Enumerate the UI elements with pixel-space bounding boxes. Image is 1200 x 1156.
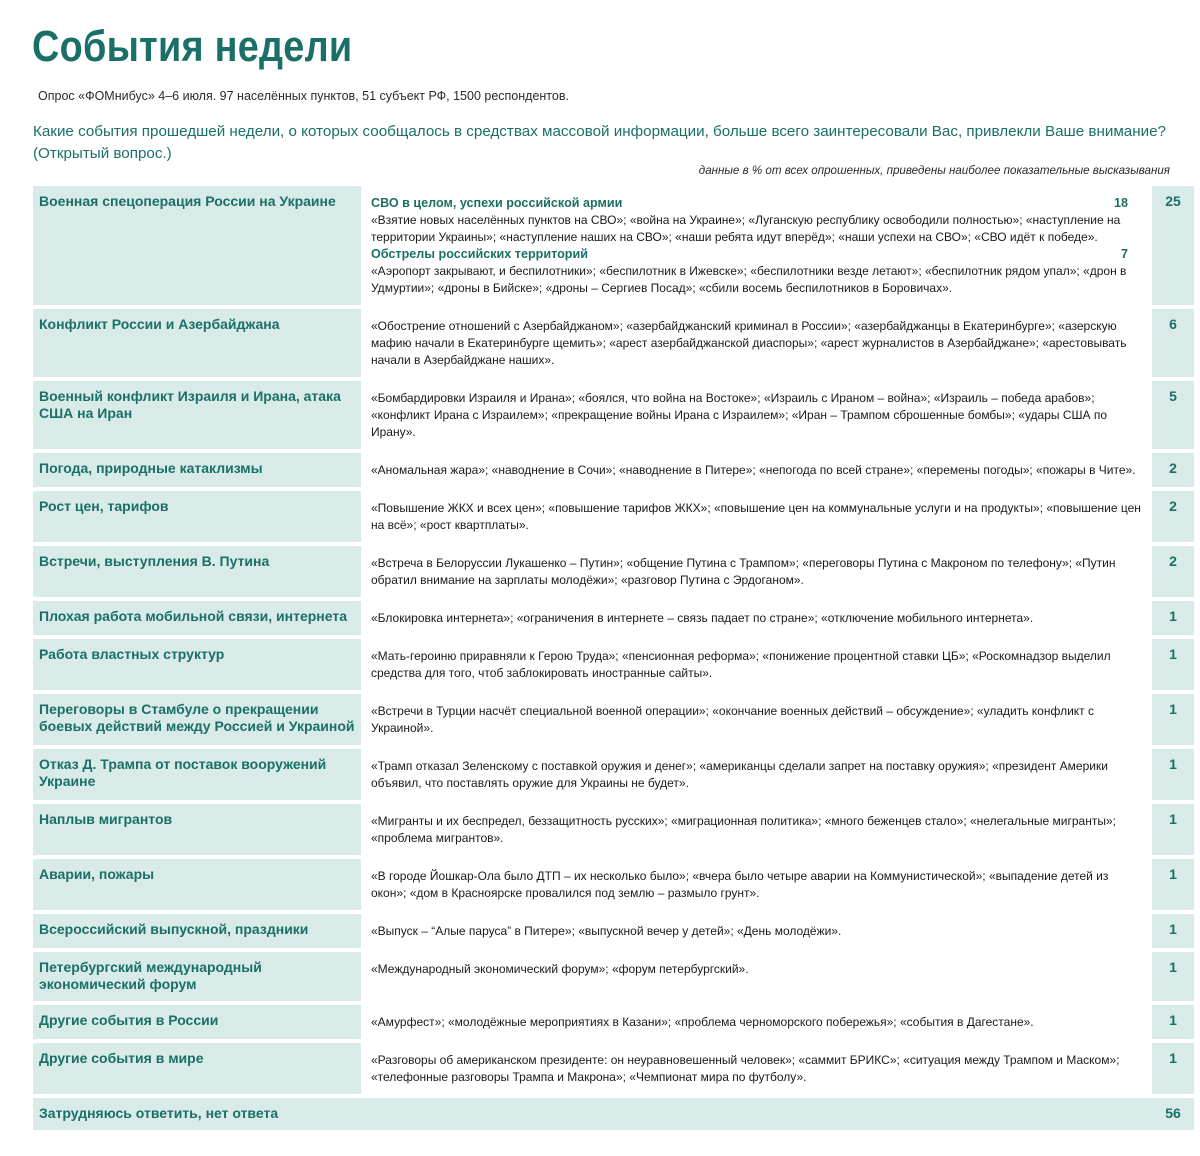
table-row [33, 694, 1194, 749]
subgroup-value: 7 [1120, 247, 1128, 261]
subgroup-header [371, 195, 1142, 212]
row-quotes: «Обострение отношений с Азербайджаном»; «азербайджанский криминал в России»; «азербайджанцы в Екатеринбурге»; «азерскую мафию начали в Екатеринбурге щемить»; «арест азербайджанской диаспоры»; «арест журналистов в Азербайджане»; «арестовывать начали в Азербайджане наших». [365, 309, 1152, 381]
row-percent: 1 [1152, 859, 1194, 914]
row-topic: Другие события в России [33, 1005, 365, 1043]
subgroup-quotes: «Аэропорт закрывают, и беспилотники»; «беспилотник в Ижевске»; «беспилотники везде летают»; «беспилотник рядом упал»; «дрон в Удмуртии»; «дроны в Бийске»; «дроны – Сергиев Посад»; «сбили восемь беспилотников в Боровичах». [371, 264, 1127, 295]
row-quotes: «Мигранты и их беспредел, беззащитность русских»; «миграционная политика»; «много беженцев стало»; «нелегальные мигранты»; «проблема мигрантов». [365, 804, 1152, 859]
row-percent: 1 [1152, 952, 1194, 1005]
row-percent: 2 [1152, 546, 1194, 601]
row-percent: 1 [1152, 601, 1194, 639]
table-row [33, 952, 1194, 1005]
results-table [33, 186, 1194, 1134]
row-topic: Военный конфликт Израиля и Ирана, атака США на Иран [33, 381, 365, 453]
table-row [33, 1005, 1194, 1043]
row-quotes: «Международный экономический форум»; «форум петербургский». [365, 952, 1152, 1005]
row-percent: 1 [1152, 804, 1194, 859]
row-quotes: «Амурфест»; «молодёжные мероприятиях в Казани»; «проблема черноморского побережья»; «события в Дагестане». [365, 1005, 1152, 1043]
row-topic: Отказ Д. Трампа от поставок вооружений Украине [33, 749, 365, 804]
subgroup-title: СВО в целом, успехи российской армии [371, 196, 623, 210]
row-quotes: «Разговоры об американском президенте: он неуравновешенный человек»; «саммит БРИКС»; «ситуация между Трампом и Маском»; «телефонные разговоры Трампа и Макрона»; «Чемпионат мира по футболу». [365, 1043, 1152, 1098]
row-quotes: «Блокировка интернета»; «ограничения в интернете – связь падает по стране»; «отключение мобильного интернета». [365, 601, 1152, 639]
data-note: данные в % от всех опрошенных, приведены наиболее показательные высказывания [698, 164, 1170, 177]
survey-question: Какие события прошедшей недели, о которых сообщалось в средствах массовой информации, больше всего заинтересовали Вас, привлекли Ваше внимание? (Открытый вопрос.) [33, 123, 1166, 162]
row-percent: 1 [1152, 749, 1194, 804]
row-percent: 1 [1152, 1005, 1194, 1043]
row-topic: Петербургский международный экономический форум [33, 952, 365, 1005]
table-row [33, 639, 1194, 694]
row-topic: Всероссийский выпускной, праздники [33, 914, 365, 952]
page-title: События недели [32, 22, 353, 71]
row-quotes: «Выпуск – “Алые паруса” в Питере»; «выпускной вечер у детей»; «День молодёжи». [365, 914, 1152, 952]
row-topic: Работа властных структур [33, 639, 365, 694]
row-percent: 1 [1152, 914, 1194, 952]
row-quotes: «Встреча в Белоруссии Лукашенко – Путин»; «общение Путина с Трампом»; «переговоры Путина с Макроном по телефону»; «Путин обратил внимание на зарплаты молодёжи»; «разговор Путина с Эрдоганом». [365, 546, 1152, 601]
row-percent: 1 [1152, 639, 1194, 694]
subgroup-title: Обстрелы российских территорий [371, 247, 588, 261]
row-quotes [365, 186, 1152, 309]
total-label: Затрудняюсь ответить, нет ответа [33, 1098, 1152, 1134]
row-quotes: «Трамп отказал Зеленскому с поставкой оружия и денег»; «американцы сделали запрет на поставку оружия»; «президент Америки объявил, что поставлять оружие для Украины не будет». [365, 749, 1152, 804]
row-percent: 1 [1152, 694, 1194, 749]
row-topic: Наплыв мигрантов [33, 804, 365, 859]
table-row [33, 601, 1194, 639]
table-row [33, 546, 1194, 601]
survey-note: Опрос «ФОМнибус» 4–6 июля. 97 населённых пунктов, 51 субъект РФ, 1500 респондентов. [38, 89, 569, 103]
row-quotes: «Бомбардировки Израиля и Ирана»; «боялся, что война на Востоке»; «Израиль с Ираном – война»; «Израиль – победа арабов»; «конфликт Ирана с Израилем»; «прекращение войны Ирана с Израилем»; «Иран – Трампом сброшенные бомбы»; «удары США по Ирану». [365, 381, 1152, 453]
total-row [33, 1098, 1194, 1134]
row-topic: Конфликт России и Азербайджана [33, 309, 365, 381]
row-topic: Плохая работа мобильной связи, интернета [33, 601, 365, 639]
row-percent: 2 [1152, 453, 1194, 491]
row-percent: 1 [1152, 1043, 1194, 1098]
row-topic: Погода, природные катаклизмы [33, 453, 365, 491]
table-row [33, 914, 1194, 952]
table-row [33, 381, 1194, 453]
subgroup-quotes: «Взятие новых населённых пунктов на СВО»; «война на Украине»; «Луганскую республику освободили полностью»; «наступление на территории Украины»; «наступление наших на СВО»; «наши ребята идут вперёд»; «наши успехи на СВО»; «СВО идёт к победе». [371, 213, 1121, 244]
table-row [33, 1043, 1194, 1098]
row-quotes: «Встречи в Турции насчёт специальной военной операции»; «окончание военных действий – обсуждение»; «уладить конфликт с Украиной». [365, 694, 1152, 749]
row-topic: Переговоры в Стамбуле о прекращении боевых действий между Россией и Украиной [33, 694, 365, 749]
row-percent: 2 [1152, 491, 1194, 546]
table-row [33, 749, 1194, 804]
row-quotes: «Мать-героиню приравняли к Герою Труда»; «пенсионная реформа»; «понижение процентной ставки ЦБ»; «Роскомнадзор выделил средства для того, чтоб заблокировать иностранные сайты». [365, 639, 1152, 694]
row-percent: 6 [1152, 309, 1194, 381]
row-topic: Другие события в мире [33, 1043, 365, 1098]
row-quotes: «Повышение ЖКХ и всех цен»; «повышение тарифов ЖКХ»; «повышение цен на коммунальные услуги и на продукты»; «повышение цен на всё»; «рост квартплаты». [365, 491, 1152, 546]
table-row [33, 859, 1194, 914]
subgroup-header [371, 246, 1142, 263]
subgroup-value: 18 [1113, 196, 1128, 210]
row-quotes: «В городе Йошкар-Ола было ДТП – их несколько было»; «вчера было четыре аварии на Коммунистической»; «выпадение детей из окон»; «дом в Красноярске провалился под землю – размыло грунт». [365, 859, 1152, 914]
table-row [33, 309, 1194, 381]
total-percent: 56 [1152, 1098, 1194, 1134]
row-quotes: «Аномальная жара»; «наводнение в Сочи»; «наводнение в Питере»; «непогода по всей стране»; «перемены погоды»; «пожары в Чите». [365, 453, 1152, 491]
table-row [33, 453, 1194, 491]
table-row [33, 186, 1194, 309]
table-row [33, 804, 1194, 859]
row-topic: Военная спецоперация России на Украине [33, 186, 365, 309]
table-row [33, 491, 1194, 546]
row-topic: Рост цен, тарифов [33, 491, 365, 546]
row-percent: 5 [1152, 381, 1194, 453]
row-topic: Встречи, выступления В. Путина [33, 546, 365, 601]
row-topic: Аварии, пожары [33, 859, 365, 914]
row-percent: 25 [1152, 186, 1194, 309]
